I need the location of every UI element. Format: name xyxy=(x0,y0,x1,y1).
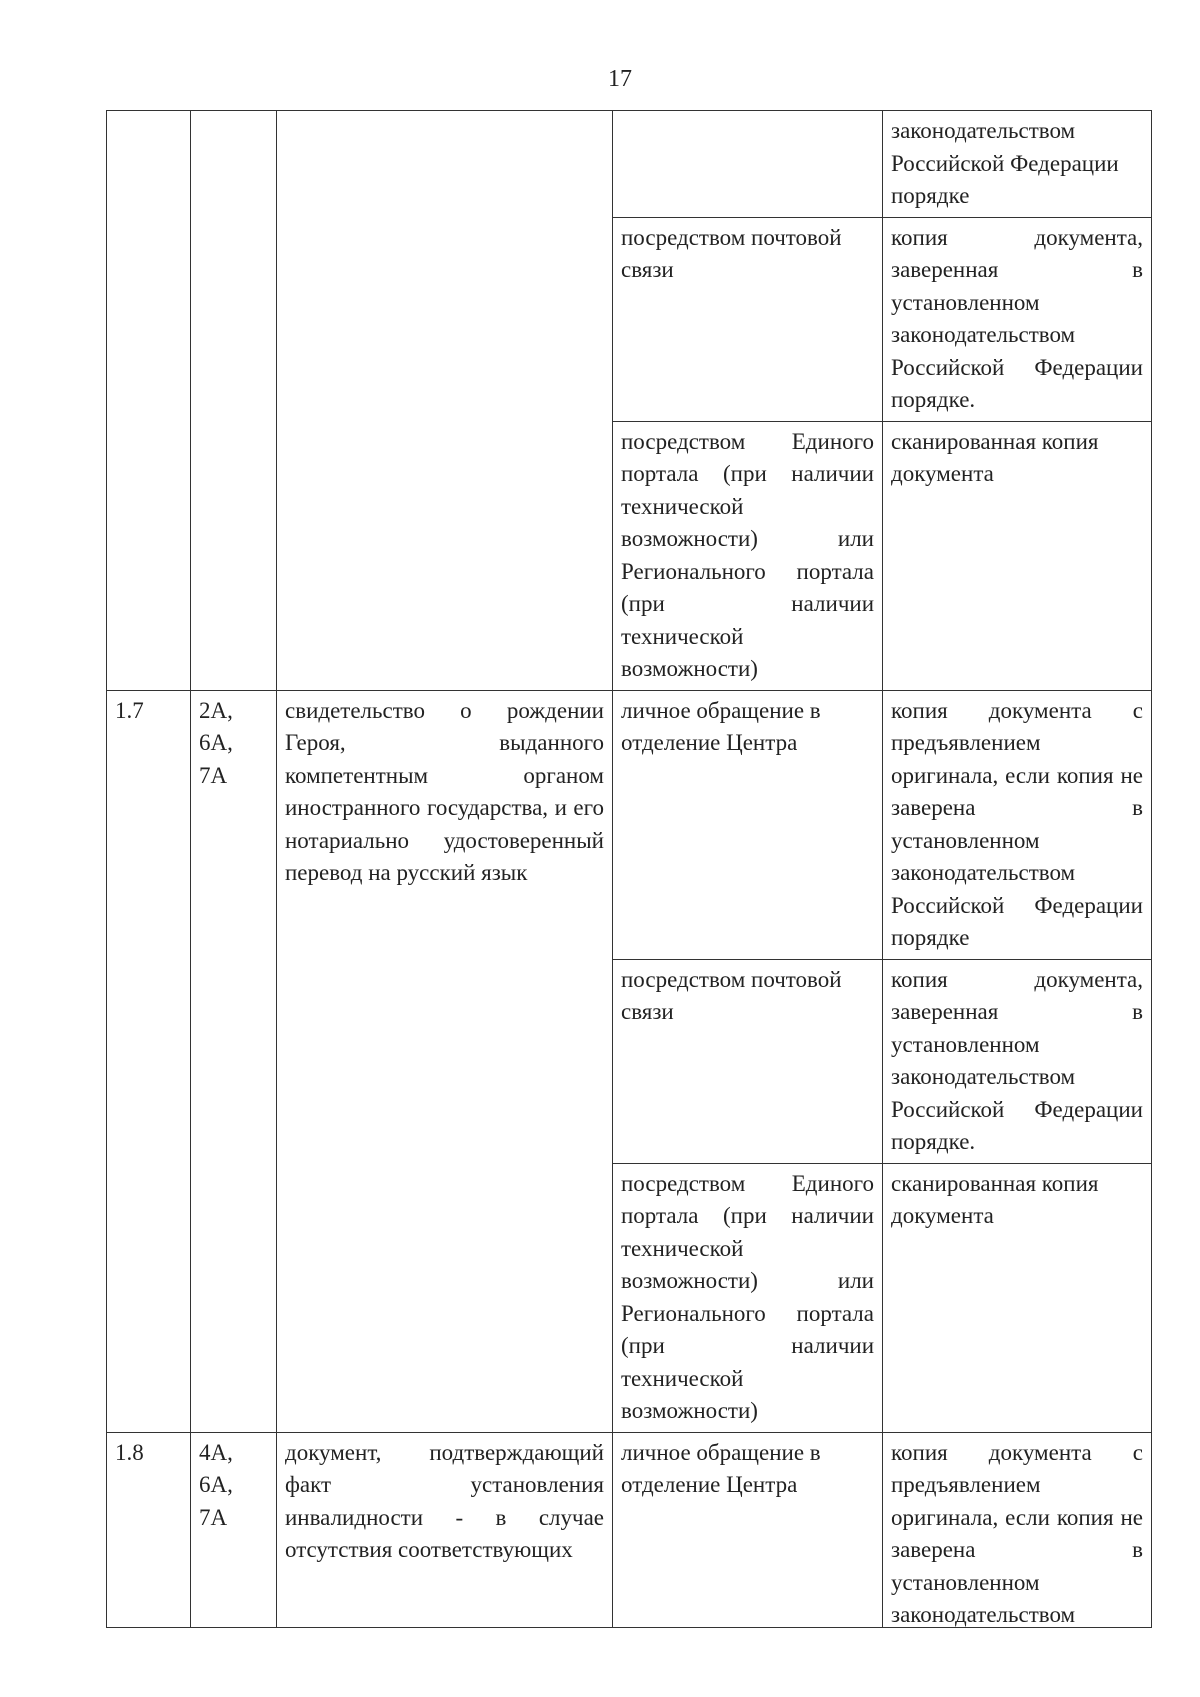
method-row xyxy=(613,691,1151,959)
category-code: 4А, xyxy=(199,1439,233,1465)
row-number: 1.8 xyxy=(106,1433,190,1628)
table-row xyxy=(106,691,1152,1433)
method-row xyxy=(613,217,1151,421)
method-requirement: сканированная копия документа xyxy=(891,1170,1099,1228)
category-code: 7А xyxy=(199,762,228,788)
method-row xyxy=(613,1433,1151,1628)
document-name xyxy=(276,111,612,690)
method-requirement: копия документа, заверенная в установленном законодательством Российской Федерации порядке. xyxy=(891,224,1143,412)
page-number: 17 xyxy=(608,66,632,92)
method-name: посредством Единого портала (при наличии технической возможности) или Регионального портала (при наличии технической возможности) xyxy=(613,1164,883,1432)
document-name: свидетельство о рождении Героя, выданного компетентным органом иностранного государства, и его нотариально удостоверенный перевод на русский язык xyxy=(276,691,612,1432)
row-number xyxy=(106,111,190,690)
category-codes xyxy=(190,691,276,1432)
category-code: 6А, xyxy=(199,1472,233,1497)
method-row xyxy=(613,111,1151,217)
method-row xyxy=(613,959,1151,1163)
method-requirement: копия документа, заверенная в установленном законодательством Российской Федерации порядке. xyxy=(891,966,1143,1154)
table-row xyxy=(106,111,1152,691)
method-requirement: сканированная копия документа xyxy=(891,428,1099,486)
submission-methods xyxy=(612,691,1152,1432)
category-code: 7А xyxy=(199,1504,228,1530)
category-codes xyxy=(190,1433,276,1628)
method-row xyxy=(613,1163,1151,1432)
method-row xyxy=(613,421,1151,690)
method-requirement: копия документа с предъявлением оригинала, если копия не заверена в установленном законодательством xyxy=(891,1439,1143,1627)
submission-methods xyxy=(612,111,1152,690)
method-requirement: копия документа с предъявлением оригинала, если копия не заверена в установленном законодательством Российской Федерации порядке xyxy=(891,697,1143,950)
category-code: 6А, xyxy=(199,730,233,755)
method-name: личное обращение в отделение Центра xyxy=(613,1433,883,1628)
document-name: документ, подтверждающий факт установления инвалидности - в случае отсутствия соответствующих xyxy=(276,1433,612,1628)
method-name: посредством почтовой связи xyxy=(613,218,883,421)
category-code: 2А, xyxy=(199,697,233,723)
row-number: 1.7 xyxy=(106,691,190,1432)
submission-methods xyxy=(612,1433,1152,1628)
method-requirement: законодательством Российской Федерации порядке xyxy=(891,118,1119,208)
documents-table xyxy=(106,110,1152,1628)
method-name: посредством почтовой связи xyxy=(613,960,883,1163)
method-name xyxy=(613,111,883,217)
table-row xyxy=(106,1433,1152,1628)
category-codes xyxy=(190,111,276,690)
method-name: посредством Единого портала (при наличии технической возможности) или Регионального портала (при наличии технической возможности) xyxy=(613,422,883,690)
method-name: личное обращение в отделение Центра xyxy=(613,691,883,959)
